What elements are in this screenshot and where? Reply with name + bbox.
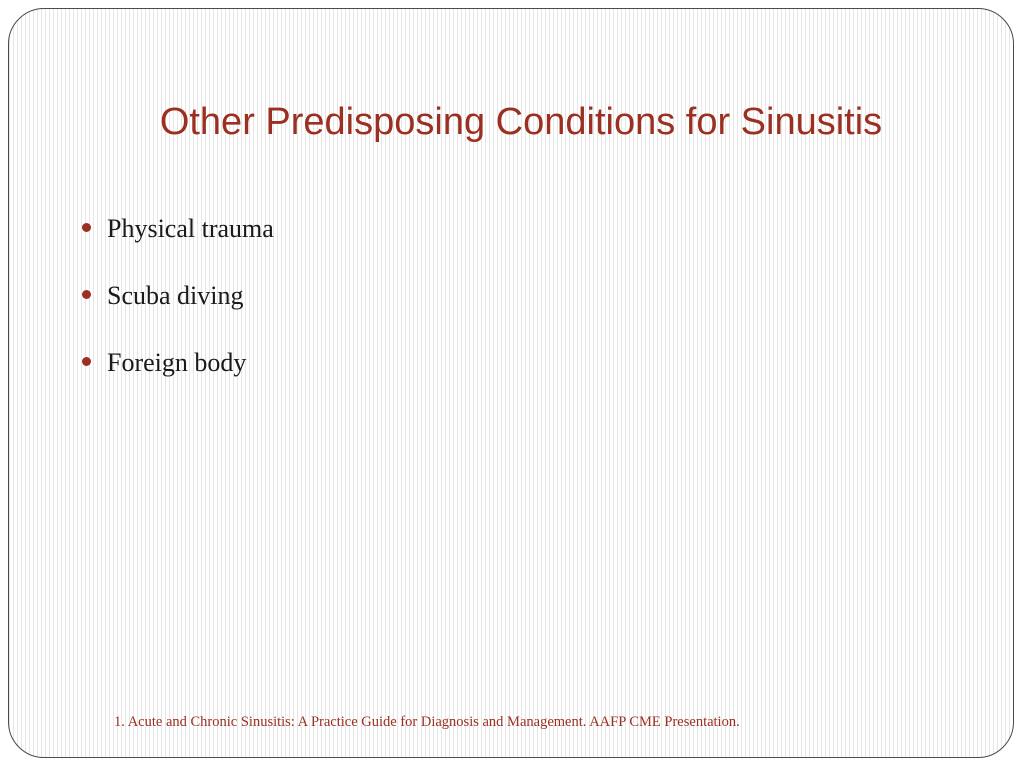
bullet-item bbox=[81, 205, 274, 272]
bullet-text: Scuba diving bbox=[107, 281, 244, 310]
slide bbox=[8, 8, 1014, 758]
bullet-text: Physical trauma bbox=[107, 214, 274, 243]
footnote: 1. Acute and Chronic Sinusitis: A Practice Guide for Diagnosis and Management. AAFP CME Presentation. bbox=[114, 714, 740, 730]
bullet-item bbox=[81, 339, 274, 406]
bullet-dot-icon bbox=[82, 290, 91, 299]
bullet-dot-icon bbox=[82, 223, 91, 232]
bullet-dot-icon bbox=[82, 357, 91, 366]
slide-title: Other Predisposing Conditions for Sinusitis bbox=[159, 101, 883, 143]
bullet-item bbox=[81, 272, 274, 339]
bullet-list bbox=[81, 205, 274, 406]
bullet-text: Foreign body bbox=[107, 348, 247, 377]
